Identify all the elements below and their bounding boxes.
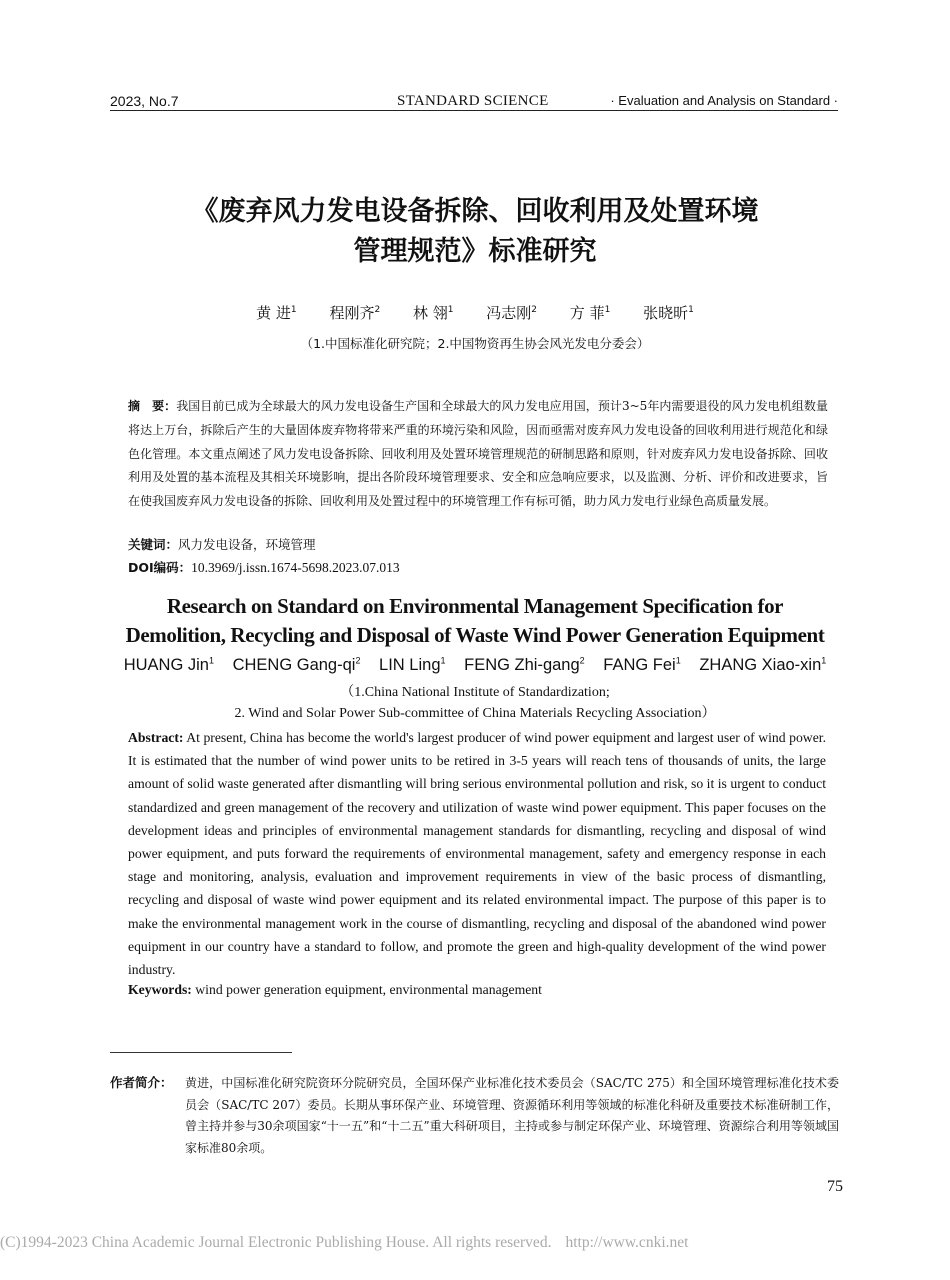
abstract-cn-label: 摘 要： xyxy=(128,399,177,413)
page-number: 75 xyxy=(827,1178,843,1195)
doi-label: DOI编码： xyxy=(128,560,192,575)
abstract-en xyxy=(128,726,826,981)
abstract-en-label: Abstract: xyxy=(128,730,184,745)
keywords-cn-text: 风力发电设备，环境管理 xyxy=(178,537,316,552)
doi-value[interactable]: 10.3969/j.issn.1674-5698.2023.07.013 xyxy=(191,560,400,575)
author-cn: 林 翎$^1$ xyxy=(412,304,454,322)
abstract-cn xyxy=(128,395,828,514)
author-en: CHENG Gang-$qi^2$ xyxy=(232,655,361,674)
affiliation-en-line1: （1.China National Institute of Standardization; xyxy=(340,685,610,700)
author-en: ZHANG Xiao-xin$^1$ xyxy=(699,655,827,674)
header-journal-title: STANDARD SCIENCE xyxy=(397,93,549,109)
footnote-rule xyxy=(110,1052,292,1053)
header-section: · Evaluation and Analysis on Standard · xyxy=(610,93,838,108)
author-en: LIN Ling$^1$ xyxy=(379,655,446,674)
author-cn: 张晓昕$^1$ xyxy=(643,304,694,322)
header-issue: 2023, No.7 xyxy=(110,93,179,109)
keywords-cn xyxy=(128,535,316,553)
author-cn: 程刚齐$^2$ xyxy=(329,304,381,322)
doi xyxy=(128,558,400,576)
keywords-en xyxy=(128,982,542,998)
cnki-link[interactable]: http://www.cnki.net xyxy=(565,1234,689,1251)
author-cn: 冯志刚$^2$ xyxy=(486,304,538,322)
authors-en xyxy=(0,656,950,675)
title-cn-line2: 管理规范》标准研究 xyxy=(353,236,597,267)
abstract-en-text: At present, China has become the world's largest producer of wind power equipment and largest user of wind power. It is estimated that the number of wind power units to be retired in 3-5 years will reach tens of thousands of units, the large amount of solid waste generated after dismantling will bring serious environmental pollution and risk, so it is urgent to conduct standardized and green management of the recovery and utilization of waste wind power equipment. This paper focuses on the development ideas and principles of environmental management standards for dismantling, recycling and disposal of wind power equipment, and puts forward the requirements of environmental management, safety and emergency response in each stage and monitoring, analysis, evaluation and improvement requirements in view of the basic process of dismantling, recycling and disposal of waste wind power equipment and its related environmental impact. The purpose of this paper is to make the environmental management work in the course of dismantling, recycling and disposal of the abandoned wind power equipment in our country have a standard to follow, and promote the green and high-quality development of the wind power industry. xyxy=(128,730,826,978)
keywords-cn-label: 关键词： xyxy=(128,537,179,552)
author-en: HUANG Jin$^1$ xyxy=(123,655,214,674)
title-en-line1: Research on Standard on Environmental Management Specification for xyxy=(166,594,784,618)
author-bio-label: 作者简介： xyxy=(110,1075,173,1090)
keywords-en-text: wind power generation equipment, environmental management xyxy=(195,982,542,997)
title-cn-line1: 《废弃风力发电设备拆除、回收利用及处置环境 xyxy=(191,196,759,227)
copyright-text: (C)1994-2023 China Academic Journal Electronic Publishing House. All rights reserved. xyxy=(0,1234,552,1251)
header-rule xyxy=(110,110,838,111)
copyright-footer xyxy=(0,1234,688,1252)
affiliation-en-line2: 2. Wind and Solar Power Sub-committee of China Materials Recycling Association） xyxy=(234,706,716,721)
affiliation-cn: （1.中国标准化研究院；2.中国物资再生协会风光发电分委会） xyxy=(300,336,650,351)
abstract-cn-text: 我国目前已成为全球最大的风力发电设备生产国和全球最大的风力发电应用国，预计3~5年内需要退役的风力发电机组数量将达上万台，拆除后产生的大量固体废弃物将带来严重的环境污染和风险，因而亟需对废弃风力发电设备的回收利用进行规范化和绿色化管理。本文重点阐述了风力发电设备拆除、回收利用及处置环境管理规范的研制思路和原则，针对废弃风力发电设备拆除、回收利用及处置的基本流程及其相关环境影响，提出各阶段环境管理要求、安全和应急响应要求，以及监测、分析、评价和改进要求，旨在使我国废弃风力发电设备的拆除、回收利用及处置过程中的环境管理工作有标可循，助力风力发电行业绿色高质量发展。 xyxy=(128,399,828,509)
author-bio-text: 黄进，中国标准化研究院资环分院研究员，全国环保产业标准化技术委员会（SAC/TC 275）和全国环境管理标准化技术委员会（SAC/TC 207）委员。长期从事环保产业、环境管理、资源循环利用等领域的标准化科研及重要技术标准研制工作，曾主持并参与30余项国家“十一五”和“十二五”重大科研项目，主持或参与制定环保产业、环境管理、资源综合利用等领域国家标准80余项。 xyxy=(185,1076,839,1155)
author-en: FANG Fei$^1$ xyxy=(603,655,681,674)
author-cn: 黄 进$^1$ xyxy=(256,304,297,322)
title-en-line2: Demolition, Recycling and Disposal of Waste Wind Power Generation Equipment xyxy=(125,623,825,647)
author-en: FENG Zhi-gang$^2$ xyxy=(464,655,585,674)
authors-cn xyxy=(0,302,950,323)
keywords-en-label: Keywords: xyxy=(128,982,192,997)
author-cn: 方 菲$^1$ xyxy=(569,304,611,322)
